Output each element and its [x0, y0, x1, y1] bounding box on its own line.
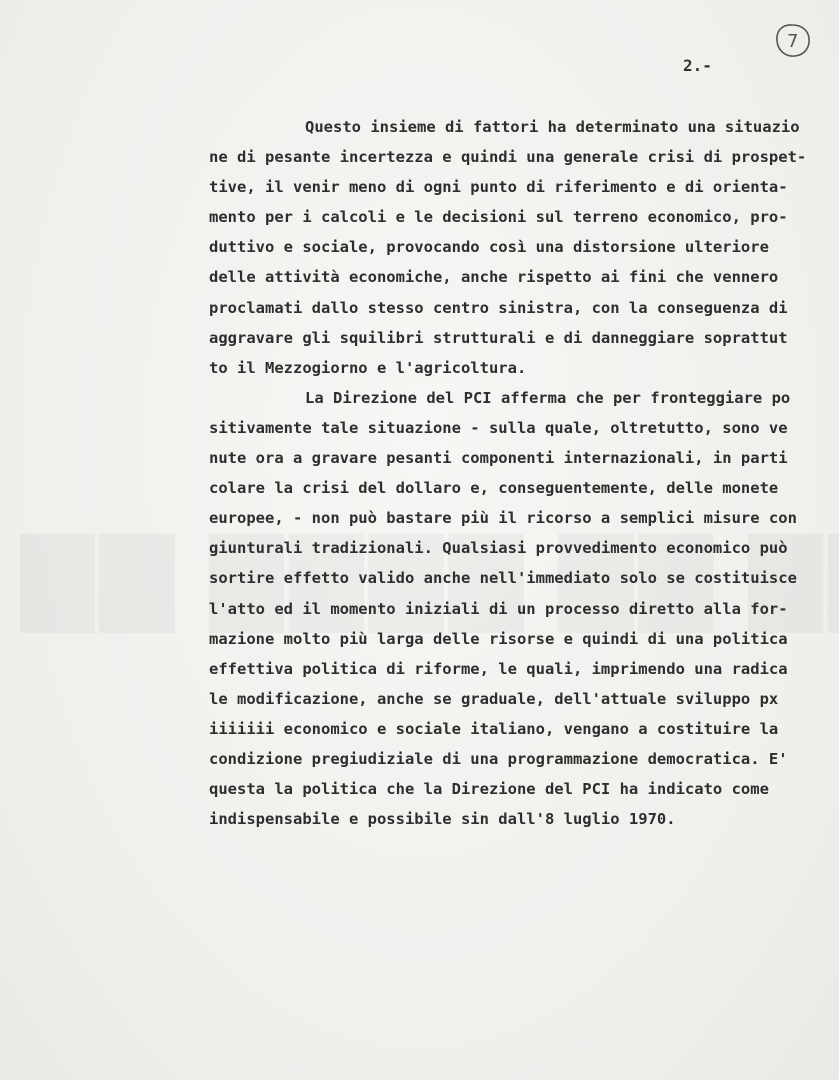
text-line: duttivo e sociale, provocando così una distorsione ulteriore [209, 238, 769, 257]
text-line: proclamati dallo stesso centro sinistra, con la conseguenza di [209, 298, 788, 317]
text-line: iiiiiii economico e sociale italiano, vengano a costituire la [209, 719, 779, 738]
text-line: questa la politica che la Direzione del PCI ha indicato come [209, 780, 769, 799]
text-line: delle attività economiche, anche rispetto ai fini che vennero [209, 268, 779, 287]
text-line: La Direzione del PCI afferma che per fronteggiare po [305, 388, 791, 407]
text-line: le modificazione, anche se graduale, dell'attuale sviluppo px [209, 689, 779, 708]
text-line: effettiva politica di riforme, le quali, imprimendo una radica [209, 659, 788, 678]
text-line: l'atto ed il momento iniziali di un processo diretto alla for- [209, 599, 788, 618]
text-line: to il Mezzogiorno e l'agricoltura. [209, 358, 527, 377]
text-line: giunturali tradizionali. Qualsiasi provvedimento economico può [209, 539, 788, 558]
page-number: 2.- [683, 56, 712, 75]
text-line: Questo insieme di fattori ha determinato una situazio [305, 118, 800, 136]
body-text [209, 112, 814, 834]
text-line: ne di pesante incertezza e quindi una generale crisi di prospet- [209, 148, 807, 167]
text-line: tive, il venir meno di ogni punto di riferimento e di orienta- [209, 178, 788, 197]
text-line: mazione molto più larga delle risorse e quindi di una politica [209, 629, 788, 648]
text-line: sitivamente tale situazione - sulla quale, oltretutto, sono ve [209, 418, 788, 437]
text-line: condizione pregiudiziale di una programmazione democratica. E' [209, 749, 788, 768]
text-line: nute ora a gravare pesanti componenti internazionali, in parti [209, 449, 788, 468]
text-line: sortire effetto valido anche nell'immediato solo se costituisce [209, 569, 797, 588]
page-stamp-circle [773, 22, 813, 60]
text-line: europee, - non può bastare più il ricorso a semplici misure con [209, 509, 797, 528]
text-line: indispensabile e possibile sin dall'8 luglio 1970. [209, 810, 676, 829]
stamp-number: 7 [787, 31, 799, 52]
text-line: aggravare gli squilibri strutturali e di danneggiare soprattut [209, 328, 788, 347]
text-line: colare la crisi del dollaro e, conseguentemente, delle monete [209, 479, 779, 498]
text-line: mento per i calcoli e le decisioni sul terreno economico, pro- [209, 208, 788, 227]
